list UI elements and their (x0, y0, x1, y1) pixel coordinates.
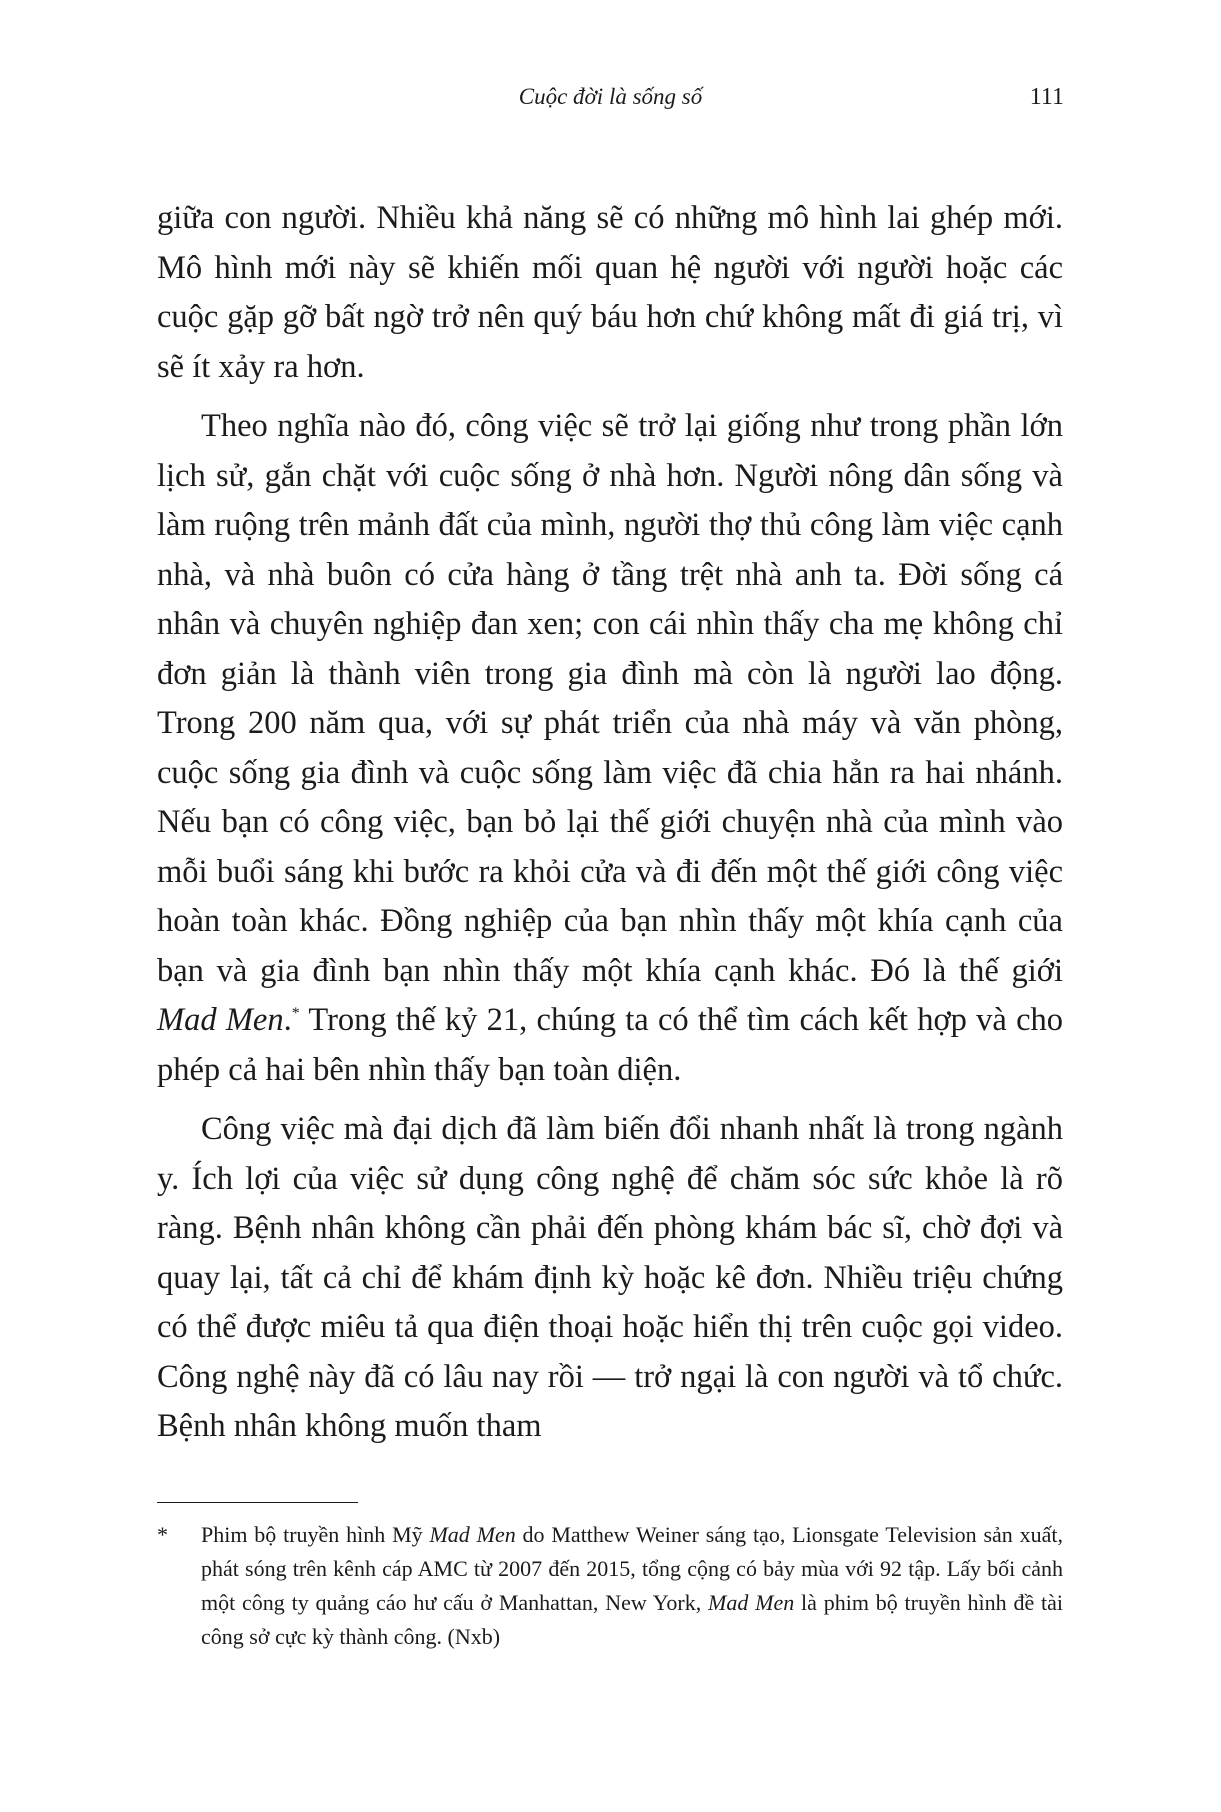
footnote-reference[interactable]: * (291, 1005, 300, 1023)
footnote-marker: * (157, 1522, 168, 1547)
running-header (0, 82, 1221, 112)
paragraph-2-period: . (283, 1002, 292, 1038)
footnote-text-a: Phim bộ truyền hình Mỹ (201, 1522, 430, 1547)
paragraph-3: Công việc mà đại dịch đã làm biến đổi nhanh nhất là trong ngành y. Ích lợi của việc sử dụng công nghệ để chăm sóc sức khỏe là rõ ràng. Bệnh nhân không cần phải đến phòng khám bác sĩ, chờ đợi và quay lại, tất cả chỉ để khám định kỳ hoặc kê đơn. Nhiều triệu chứng có thể được miêu tả qua điện thoại hoặc hiển thị trên cuộc gọi video. Công nghệ này đã có lâu nay rồi — trở ngại là con người và tổ chức. Bệnh nhân không muốn tham (157, 1111, 1063, 1444)
paragraph-2 (157, 402, 1063, 1095)
show-title-mad-men: Mad Men (157, 1002, 284, 1038)
footnote-text-b: do Matthew Weiner sáng tạo, Lionsgate Television sản xuất, phát sóng trên kênh cáp AMC từ 2007 đến 2015, tổng cộng có bảy mùa với 92 tập. Lấy bối cảnh một công ty quảng cáo hư cấu ở Manhattan, New York, (201, 1522, 1064, 1615)
footnote-text (201, 1518, 1063, 1654)
paragraph-2-text-b: Trong thế kỷ 21, chúng ta có thể tìm cách kết hợp và cho phép cả hai bên nhìn thấy bạn toàn diện. (157, 1002, 1064, 1088)
footnote (157, 1518, 1063, 1654)
paragraph-2-text-a: Theo nghĩa nào đó, công việc sẽ trở lại giống như trong phần lớn lịch sử, gắn chặt với cuộc sống ở nhà hơn. Người nông dân sống và làm ruộng trên mảnh đất của mình, người thợ thủ công làm việc cạnh nhà, và nhà buôn có cửa hàng ở tầng trệt nhà anh ta. Đời sống cá nhân và chuyên nghiệp đan xen; con cái nhìn thấy cha mẹ không chỉ đơn giản là thành viên trong gia đình mà còn là người lao động. Trong 200 năm qua, với sự phát triển của nhà máy và văn phòng, cuộc sống gia đình và cuộc sống làm việc đã chia hẳn ra hai nhánh. Nếu bạn có công việc, bạn bỏ lại thế giới chuyện nhà của mình vào mỗi buổi sáng khi bước ra khỏi cửa và đi đến một thế giới công việc hoàn toàn khác. Đồng nghiệp của bạn nhìn thấy một khía cạnh của bạn và gia đình bạn nhìn thấy một khía cạnh khác. Đó là thế giới (157, 408, 1063, 989)
running-title: Cuộc đời là sống số (518, 84, 703, 109)
footnote-text-c: là phim bộ truyền hình đề tài công sở cực kỳ thành công. (Nxb) (201, 1590, 1063, 1649)
footnote-italic-title-2: Mad Men (708, 1590, 795, 1615)
footnote-italic-title-1: Mad Men (429, 1522, 516, 1547)
paragraph-1: giữa con người. Nhiều khả năng sẽ có những mô hình lai ghép mới. Mô hình mới này sẽ khiến mối quan hệ người với người hoặc các cuộc gặp gỡ bất ngờ trở nên quý báu hơn chứ không mất đi giá trị, vì sẽ ít xảy ra hơn. (157, 200, 1063, 385)
footnote-divider (157, 1502, 358, 1503)
page-number: 111 (1029, 84, 1064, 110)
body-text (157, 194, 1063, 1462)
